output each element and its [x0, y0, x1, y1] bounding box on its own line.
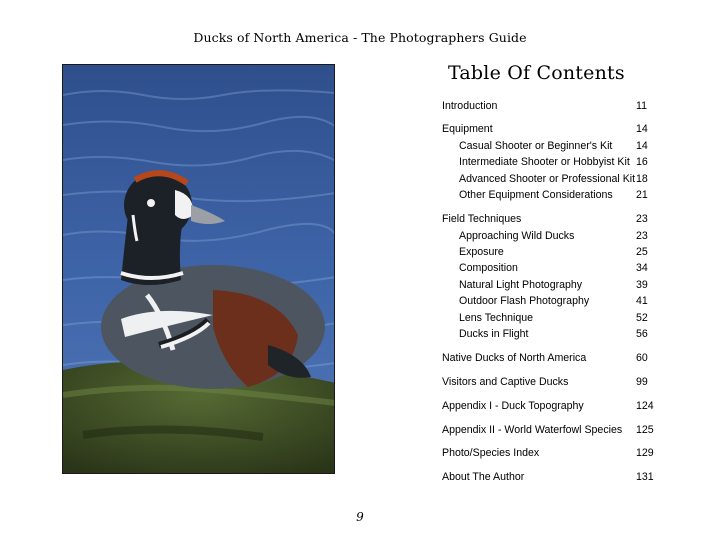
toc-entry-page: 14 [636, 123, 648, 135]
toc-entry-exposure[interactable] [442, 245, 654, 259]
toc-entry-label: Field Techniques [442, 213, 522, 225]
toc-entry-page: 41 [636, 295, 648, 307]
toc-entry-label: Photo/Species Index [442, 447, 540, 459]
toc-entry-page: 124 [636, 400, 654, 412]
duck-photo [62, 64, 335, 474]
toc-entry-page: 52 [636, 312, 648, 324]
toc-entry-page: 60 [636, 352, 648, 364]
toc-entry-visitors-captive[interactable] [442, 375, 654, 389]
toc-entry-casual-shooter[interactable] [442, 139, 654, 153]
toc-entry-label: Native Ducks of North America [442, 352, 587, 364]
toc-entry-approaching-wild-ducks[interactable] [442, 229, 654, 243]
toc-entry-page: 18 [636, 173, 648, 185]
toc-entry-label: Equipment [442, 123, 493, 135]
toc-entry-page: 131 [636, 471, 654, 483]
toc-entry-label: Other Equipment Considerations [459, 189, 613, 201]
toc-entry-page: 56 [636, 328, 648, 340]
toc-entry-page: 23 [636, 230, 648, 242]
toc-title: Table Of Contents [448, 62, 625, 84]
toc-entry-other-equipment[interactable] [442, 188, 654, 202]
toc-entry-page: 34 [636, 262, 648, 274]
toc-entry-label: Approaching Wild Ducks [459, 230, 575, 242]
toc-entry-appendix-ii[interactable] [442, 423, 654, 437]
toc-entry-label: Casual Shooter or Beginner's Kit [459, 140, 613, 152]
toc-entry-label: Lens Technique [459, 312, 534, 324]
toc-entry-label: Natural Light Photography [459, 279, 583, 291]
toc-entry-label: Composition [459, 262, 518, 274]
page-number: 9 [356, 510, 364, 524]
toc-entry-page: 23 [636, 213, 648, 225]
toc-entry-field-techniques[interactable] [442, 212, 654, 226]
toc-entry-page: 99 [636, 376, 648, 388]
toc-entry-about-the-author[interactable] [442, 470, 654, 484]
toc-entry-natural-light[interactable] [442, 278, 654, 292]
harlequin-duck-illustration [63, 65, 335, 474]
toc-entry-label: Appendix I - Duck Topography [442, 400, 584, 412]
toc-entry-composition[interactable] [442, 261, 654, 275]
toc-entry-label: Appendix II - World Waterfowl Species [442, 424, 623, 436]
toc-entry-page: 25 [636, 246, 648, 258]
toc-entry-page: 14 [636, 140, 648, 152]
toc-entry-label: About The Author [442, 471, 525, 483]
toc-entry-page: 21 [636, 189, 648, 201]
toc-entry-label: Exposure [459, 246, 504, 258]
toc-entry-label: Ducks in Flight [459, 328, 529, 340]
toc-entry-introduction[interactable] [442, 99, 654, 113]
running-head: Ducks of North America - The Photographers Guide [193, 30, 527, 45]
toc-entry-label: Advanced Shooter or Professional Kit [459, 173, 636, 185]
toc-entry-outdoor-flash[interactable] [442, 294, 654, 308]
toc-entry-lens-technique[interactable] [442, 311, 654, 325]
toc-entry-advanced-shooter[interactable] [442, 172, 654, 186]
toc-entry-label: Outdoor Flash Photography [459, 295, 590, 307]
toc-entry-appendix-i[interactable] [442, 399, 654, 413]
toc-entry-page: 16 [636, 156, 648, 168]
toc-entry-intermediate-shooter[interactable] [442, 155, 654, 169]
toc-entry-page: 39 [636, 279, 648, 291]
toc-entry-label: Visitors and Captive Ducks [442, 376, 569, 388]
toc-entry-photo-species-index[interactable] [442, 446, 654, 460]
toc-entry-page: 125 [636, 424, 654, 436]
toc-entry-native-ducks[interactable] [442, 351, 654, 365]
toc-entry-label: Intermediate Shooter or Hobbyist Kit [459, 156, 630, 168]
toc-entry-page: 129 [636, 447, 654, 459]
toc-entry-page: 11 [636, 100, 647, 112]
toc-entry-label: Introduction [442, 100, 498, 112]
toc-entry-equipment[interactable] [442, 122, 654, 136]
toc-entry-ducks-in-flight[interactable] [442, 327, 654, 341]
